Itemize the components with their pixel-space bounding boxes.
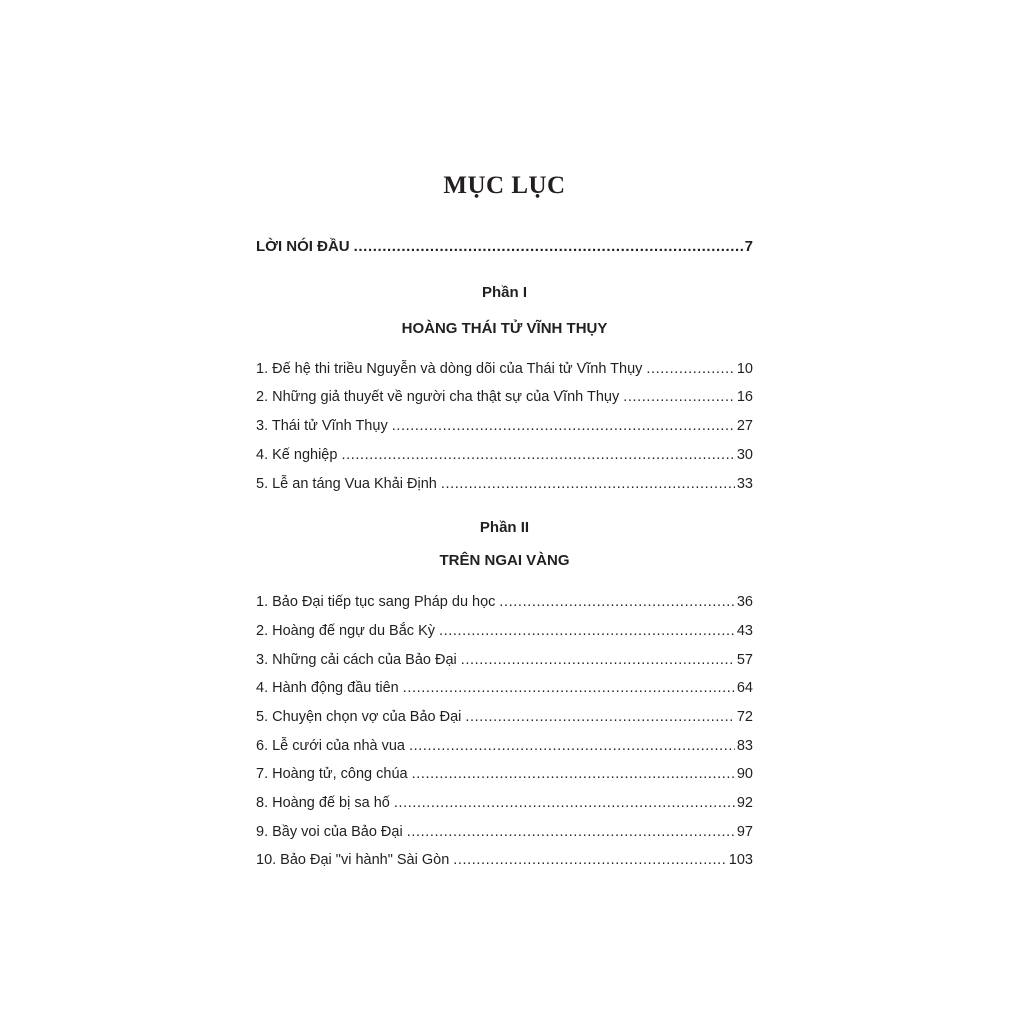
leader-dots (623, 388, 735, 406)
toc-entry-label: 3. Những cải cách của Bảo Đại (256, 652, 457, 668)
part-label: Phần II (479, 519, 530, 536)
toc-entry-label: 2. Những giả thuyết về người cha thật sự của Vĩnh Thụy (256, 389, 620, 405)
leader-dots (409, 737, 735, 755)
toc-entry-label: 8. Hoàng đế bị sa hố (256, 795, 390, 811)
toc-entry-label: 9. Bầy voi của Bảo Đại (256, 824, 403, 840)
toc-entry-label: 4. Hành động đầu tiên (256, 680, 399, 696)
toc-entry-label: 3. Thái tử Vĩnh Thụy (256, 418, 388, 434)
toc-entry-page: 36 (736, 594, 753, 610)
leader-dots (465, 708, 734, 726)
toc-entry (256, 823, 753, 841)
toc-entry-label: 6. Lễ cưới của nhà vua (256, 738, 406, 754)
toc-entry-page: 64 (736, 680, 753, 696)
toc-entry-label: 4. Kế nghiệp (256, 447, 338, 463)
toc-entry-label: 1. Đế hệ thi triều Nguyễn và dòng dõi của Thái tử Vĩnh Thụy (256, 361, 643, 377)
leader-dots (407, 823, 735, 841)
toc-entry-page: 30 (736, 447, 753, 463)
part-title: TRÊN NGAI VÀNG (439, 552, 570, 569)
toc-entry (256, 737, 753, 755)
leader-dots (453, 851, 727, 869)
toc-entry-page: 43 (736, 623, 753, 639)
toc-entry (256, 708, 753, 726)
toc-entry (256, 446, 753, 464)
toc-entry-page: 10 (736, 361, 753, 377)
toc-entry (256, 417, 753, 435)
leader-dots (394, 794, 735, 812)
toc-entry-page: 27 (736, 418, 753, 434)
toc-entry-page: 92 (736, 795, 753, 811)
leader-dots (354, 238, 743, 256)
toc-page (256, 0, 753, 1024)
toc-entry-label: LỜI NÓI ĐẦU (256, 238, 350, 255)
toc-entry (256, 851, 753, 869)
toc-entry-preface (256, 238, 753, 256)
toc-entry (256, 622, 753, 640)
leader-dots (646, 360, 734, 378)
toc-entry (256, 360, 753, 378)
toc-entry-page: 83 (736, 738, 753, 754)
toc-entry-label: 7. Hoàng tử, công chúa (256, 766, 408, 782)
toc-entry (256, 765, 753, 783)
toc-title: MỤC LỤC (443, 172, 566, 199)
leader-dots (412, 765, 735, 783)
toc-entry-page: 57 (736, 652, 753, 668)
leader-dots (341, 446, 734, 464)
toc-entry (256, 794, 753, 812)
toc-entry (256, 593, 753, 611)
toc-entry-label: 1. Bảo Đại tiếp tục sang Pháp du học (256, 594, 496, 610)
toc-entry (256, 475, 753, 493)
toc-entry (256, 679, 753, 697)
toc-entry-page: 72 (736, 709, 753, 725)
leader-dots (499, 593, 734, 611)
toc-entry-page: 103 (728, 852, 753, 868)
toc-entry-page: 90 (736, 766, 753, 782)
toc-entry-label: 5. Lễ an táng Vua Khải Định (256, 476, 437, 492)
part-label: Phần I (481, 284, 527, 301)
toc-entry (256, 388, 753, 406)
toc-entry-label: 10. Bảo Đại "vi hành" Sài Gòn (256, 852, 450, 868)
toc-entry-page: 97 (736, 824, 753, 840)
part-title: HOÀNG THÁI TỬ VĨNH THỤY (401, 320, 608, 337)
toc-entry-page: 33 (736, 476, 753, 492)
leader-dots (403, 679, 735, 697)
toc-entry-label: 5. Chuyện chọn vợ của Bảo Đại (256, 709, 462, 725)
leader-dots (461, 651, 735, 669)
toc-entry-page: 16 (736, 389, 753, 405)
toc-entry-page: 7 (744, 238, 753, 255)
toc-entry (256, 651, 753, 669)
leader-dots (392, 417, 735, 435)
leader-dots (439, 622, 735, 640)
toc-entry-label: 2. Hoàng đế ngự du Bắc Kỳ (256, 623, 435, 639)
leader-dots (441, 475, 735, 493)
